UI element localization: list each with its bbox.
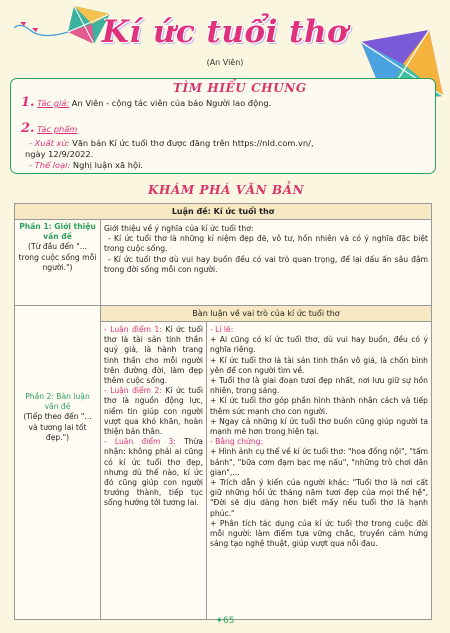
origin-line (29, 138, 429, 149)
discussion-header: Bàn luận về vai trò của kí ức tuổi thơ (101, 306, 431, 322)
reasons-label: - Lí lẽ: (210, 325, 234, 334)
evidence-item: + Phân tích tác dụng của kí ức tuổi thơ trong cuộc đời mỗi người: làm điểm tựa vững chắc, truyền cảm hứng sáng tạo nghệ thuật, giúp vượt qua nỗi đau. (210, 518, 428, 549)
argument-1 (104, 325, 203, 386)
part-1-line: - Kí ức tuổi thơ dù vui hay buồn đều có vai trò quan trọng, để lại dấu ấn sâu đậm trong đời sống mỗi con người. (104, 254, 428, 274)
evidence-item: + Trích dẫn ý kiến của người khác: "Tuổi thơ là nơi cất giữ những hồi ức tháng năm tươi đẹp của mọi thế hệ", "Đời sẽ dịu dàng hơn biết mấy nếu tuổi thơ là hạnh phúc." (210, 478, 428, 518)
argument-3-text: Thừa nhận: không phải ai cũng có kí ức tuổi thơ đẹp, nhưng dù thế nào, kí ức đó cũng giúp con người trưởng thành, tiếp tục sống hướng tới tương lai. (104, 437, 203, 508)
intro-heading: TÌM HIỂU CHUNG (173, 81, 307, 95)
part-2-label: Phần 2: Bàn luận vấn đề (25, 392, 90, 412)
reason-item: + Tuổi thơ là giai đoạn tươi đẹp nhất, nơi lưu giữ sự hồn nhiên, trong sáng. (210, 376, 428, 396)
argument-2-text: Kí ức tuổi thơ là nguồn động lực, niềm tin giúp con người vượt qua khó khăn, hoàn thiện bản thân. (104, 386, 203, 437)
part-1-content (101, 220, 431, 306)
analysis-table (14, 203, 432, 620)
evidence-item: + Hình ảnh cụ thể về kí ức tuổi thơ: "hoa đồng nội", "tấm bánh", "bữa cơm đạm bạc mẹ nấu", "những trò chơi dân gian",... (210, 447, 428, 477)
item-2-number: 2. (21, 121, 35, 136)
argument-2 (104, 386, 203, 437)
part-1-label: Phần 1: Giới thiệu vấn đề (19, 222, 96, 242)
item-1-number: 1. (21, 95, 35, 110)
part-2-cell-top (15, 306, 101, 322)
reason-item: + Ai cũng có kí ức tuổi thơ, dù vui hay buồn, đều có ý nghĩa riêng. (210, 335, 428, 355)
argument-2-label: - Luận điểm 2: (104, 386, 162, 396)
argument-3 (104, 437, 203, 508)
origin-text: Văn bản Kí ức tuổi thơ được đăng trên https://nld.com.vn/, (69, 138, 314, 148)
arguments-column (101, 322, 207, 619)
intro-author-line (21, 97, 271, 109)
part-2-range: (Tiếp theo đến "... và tương lai tốt đẹp.") (23, 412, 92, 442)
part-1-line: - Kí ức tuổi thơ là những kỉ niệm đẹp đẽ, vô tư, hồn nhiên và có ý nghĩa đặc biệt trong cuộc sống. (104, 234, 428, 254)
thesis-row: Luận đề: Kí ức tuổi thơ (15, 204, 431, 220)
reason-item: + Ngay cả những kí ức tuổi thơ buồn cũng giúp người ta mạnh mẽ hơn trong hiện tại. (210, 416, 428, 437)
author-label-text: Tác giả: (37, 98, 70, 108)
evidence-label: - Bằng chứng: (210, 437, 264, 447)
explore-heading: KHÁM PHÁ VĂN BẢN (148, 183, 305, 197)
genre-label: - Thể loại: (29, 160, 71, 170)
argument-1-label: - Luận điểm 1: (104, 325, 162, 334)
genre-text: Nghị luận xã hội. (70, 160, 144, 170)
part-1-line: Giới thiệu về ý nghĩa của kí ức tuổi thơ: (104, 224, 254, 233)
argument-3-label: - Luận điểm 3: (104, 437, 176, 447)
work-label-text: Tác phẩm (37, 124, 78, 134)
reason-item: + Kí ức tuổi thơ là tài sản tinh thần vô giá, là chốn bình yên để con người tìm về. (210, 355, 428, 375)
intro-box (10, 78, 436, 174)
page-number-text: 65 (223, 616, 235, 626)
genre-line (29, 160, 143, 171)
part-1-range: (Từ đầu đến "... trong cuộc sống mỗi người.") (18, 242, 97, 272)
page-title: Kí ức tuổi thơ (101, 14, 349, 50)
page-number: ✦65 (215, 616, 235, 626)
origin-date: ngày 12/9/2022. (25, 149, 94, 159)
author-text: An Viên - cộng tác viên của báo Người lao động. (69, 98, 272, 108)
origin-label: - Xuất xứ: (29, 138, 70, 148)
reasons-evidence-column (207, 322, 431, 619)
part-1-cell (15, 220, 101, 306)
part-2-cell (15, 322, 101, 619)
argument-1-text: Kí ức tuổi thơ là tài sản tinh thần quý giá, là hành trang tinh thần cho mỗi người trên đường đời, làm đẹp thêm cuộc sống. (104, 325, 203, 386)
intro-work-line (21, 123, 77, 135)
author-label: (An Viên) (206, 58, 244, 67)
reason-item: + Kí ức tuổi thơ góp phần hình thành nhân cách và tiếp thêm sức mạnh cho con người. (210, 396, 428, 416)
